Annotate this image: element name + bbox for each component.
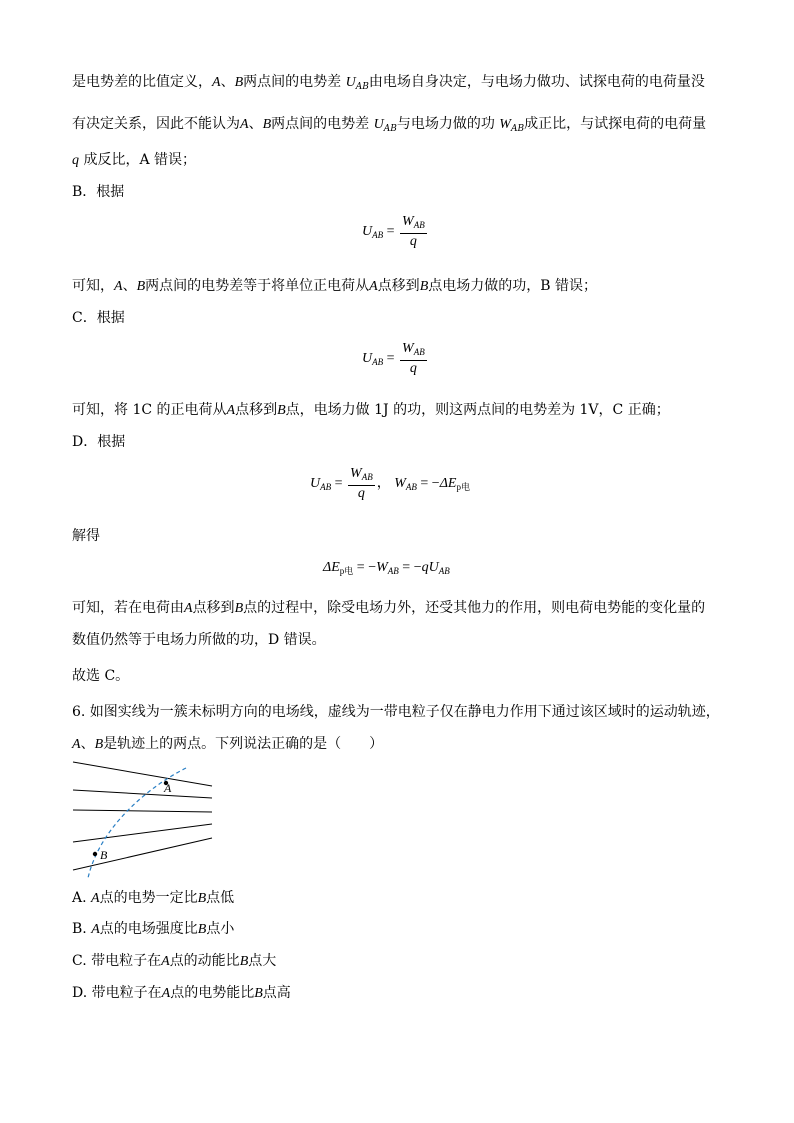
- choice-b[interactable]: B. A点的电场强度比B点小: [72, 921, 235, 937]
- text-line: q 成反比，A 错误；: [72, 152, 197, 168]
- field-line: [73, 824, 212, 842]
- field-line: [73, 810, 212, 812]
- choice-d[interactable]: D. 带电粒子在A点的电势能比B点高: [72, 985, 291, 1001]
- formula-uab: $U_{AB}$ = $\frac{W_{AB}}{q}$: [362, 341, 425, 376]
- question-6-stem: A、B是轨迹上的两点。下列说法正确的是（ ）: [72, 736, 384, 752]
- text-line: 可知，将 1C 的正电荷从A点移到B点，电场力做 1J 的功，则这两点间的电势差为 1V，C 正确；: [72, 402, 670, 418]
- electric-field-figure: [70, 756, 220, 884]
- formula-uab-wab: $U_{AB}$ = $\frac{W_{AB}}{q}$ ， $W_{AB} = -\Delta E_{p电}$: [310, 466, 470, 501]
- formula-uab: $U_{AB}$ = $\frac{W_{AB}}{q}$: [362, 214, 425, 249]
- option-c-head: C．根据: [72, 310, 125, 326]
- option-d-head: D．根据: [72, 434, 126, 450]
- question-6-stem: 6. 如图实线为一簇未标明方向的电场线，虚线为一带电粒子仅在静电力作用下通过该区域时的运动轨迹，: [72, 704, 720, 720]
- text-line: 解得: [72, 528, 100, 544]
- text-line: 可知，若在电荷由A点移到B点的过程中，除受电场力外，还受其他力的作用，则电荷电势能的变化量的: [72, 600, 706, 616]
- text-line: 是电势差的比值定义，A、B两点间的电势差 $U_{AB}$由电场自身决定，与电场力做功、试探电荷的电荷量没: [72, 74, 705, 92]
- field-line: [73, 762, 212, 786]
- formula-delta-ep: $\Delta E_{p电} = -W_{AB} = -qU_{AB}$: [323, 560, 450, 576]
- label-b: B: [100, 848, 108, 862]
- choice-a[interactable]: A. A点的电势一定比B点低: [72, 890, 235, 906]
- option-b-head: B．根据: [72, 184, 125, 200]
- text-line: 有决定关系，因此不能认为A、B两点间的电势差 $U_{AB}$与电场力做的功 $W_{AB}$成正比，与试探电荷的电荷量: [72, 116, 707, 134]
- answer-line: 故选 C。: [72, 668, 130, 684]
- text-line: 可知，A、B两点间的电势差等于将单位正电荷从A点移到B点电场力做的功，B 错误；: [72, 278, 597, 294]
- point-b: [93, 852, 97, 856]
- label-a: A: [164, 781, 172, 795]
- choice-c[interactable]: C. 带电粒子在A点的动能比B点大: [72, 953, 277, 969]
- text-line: 数值仍然等于电场力所做的功，D 错误。: [72, 632, 326, 648]
